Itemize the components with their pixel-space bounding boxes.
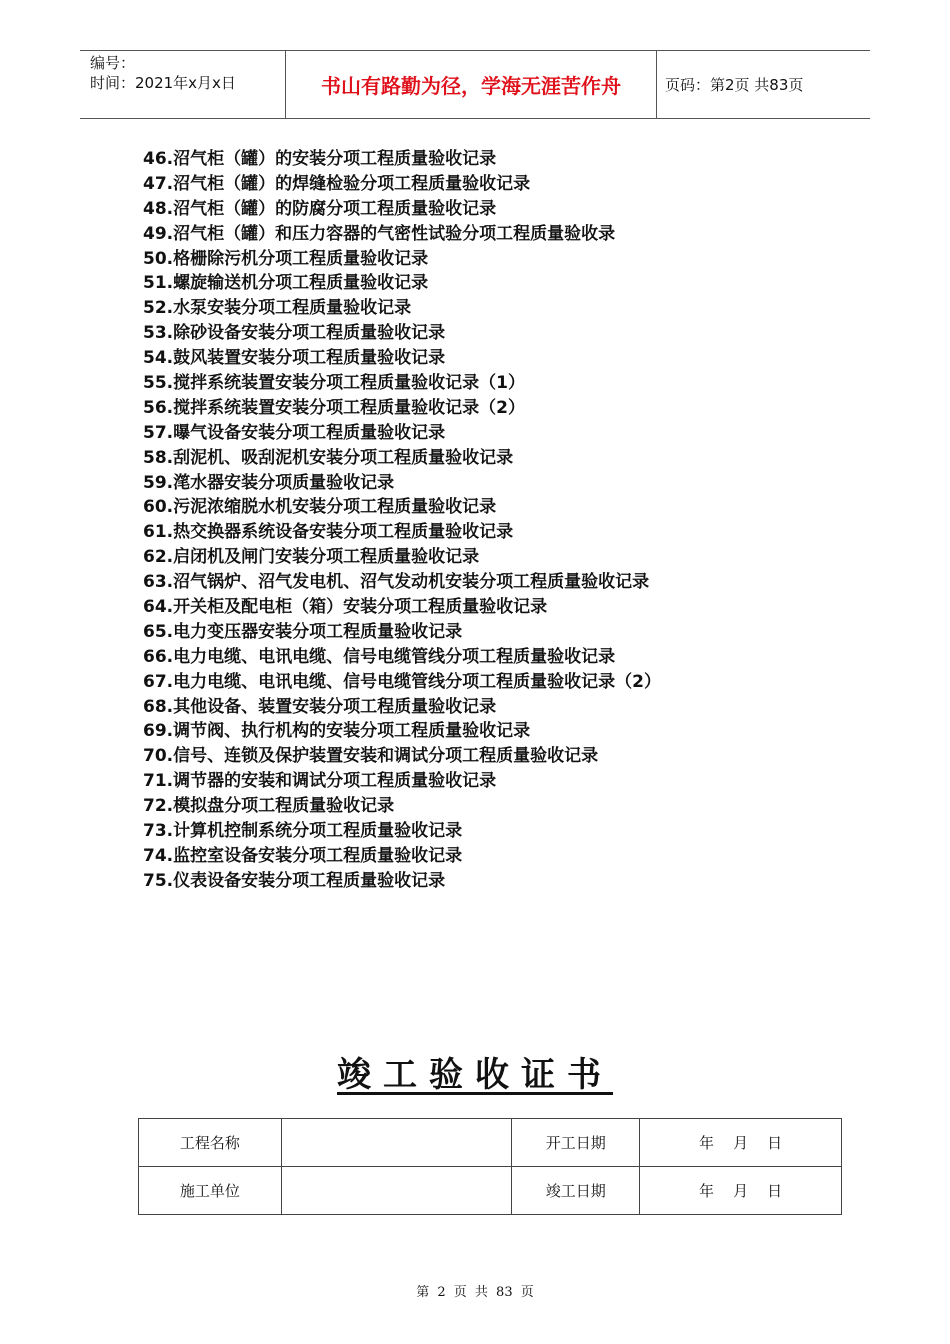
header-motto: 书山有路勤为径，学海无涯苦作舟 — [286, 51, 657, 118]
toc-item: 59.滗水器安装分项质量验收记录 — [143, 472, 395, 493]
start-date-label: 开工日期 — [512, 1119, 640, 1167]
toc-item: 69.调节阀、执行机构的安装分项工程质量验收记录 — [143, 721, 531, 742]
toc-item: 56.搅拌系统装置安装分项工程质量验收记录（2） — [143, 397, 525, 418]
toc-item: 57.曝气设备安装分项工程质量验收记录 — [143, 422, 446, 443]
table-row — [139, 1167, 842, 1215]
toc-item: 64.开关柜及配电柜（箱）安装分项工程质量验收记录 — [143, 597, 548, 618]
header-page-info: 页码：第2页 共83页 — [665, 76, 804, 94]
toc-item: 47.沼气柜（罐）的焊缝检验分项工程质量验收记录 — [143, 173, 531, 194]
certificate-table — [138, 1118, 842, 1215]
toc-item: 72.模拟盘分项工程质量验收记录 — [143, 796, 395, 817]
toc-item: 46.沼气柜（罐）的安装分项工程质量验收记录 — [143, 149, 497, 169]
certificate-title — [0, 1047, 950, 1096]
time-label: 时间：2021年x月x日 — [90, 74, 236, 92]
toc-item: 52.水泵安装分项工程质量验收记录 — [143, 298, 412, 319]
toc-item: 55.搅拌系统装置安装分项工程质量验收记录（1） — [143, 373, 525, 394]
toc-item: 68.其他设备、装置安装分项工程质量验收记录 — [143, 696, 497, 717]
completion-date-value: 年 月 日 — [640, 1167, 842, 1215]
toc-item: 61.热交换器系统设备安装分项工程质量验收记录 — [143, 522, 514, 543]
toc-item: 66.电力电缆、电讯电缆、信号电缆管线分项工程质量验收记录 — [143, 646, 616, 667]
toc-item: 65.电力变压器安装分项工程质量验收记录 — [143, 621, 463, 642]
toc-item: 71.调节器的安装和调试分项工程质量验收记录 — [143, 771, 497, 792]
toc-item: 67.电力电缆、电讯电缆、信号电缆管线分项工程质量验收记录（2） — [143, 671, 661, 692]
completion-date-label: 竣工日期 — [512, 1167, 640, 1215]
start-date-value: 年 月 日 — [640, 1119, 842, 1167]
toc-item: 63.沼气锅炉、沼气发电机、沼气发动机安装分项工程质量验收记录 — [143, 572, 650, 593]
page-footer: 第 2 页 共 83 页 — [416, 1285, 534, 1300]
page-header — [80, 50, 870, 119]
toc-item: 54.鼓风装置安装分项工程质量验收记录 — [143, 348, 446, 369]
toc-item: 58.刮泥机、吸刮泥机安装分项工程质量验收记录 — [143, 447, 514, 468]
toc-item: 60.污泥浓缩脱水机安装分项工程质量验收记录 — [143, 497, 497, 518]
toc-item: 75.仪表设备安装分项工程质量验收记录 — [143, 870, 446, 891]
toc-item: 50.格栅除污机分项工程质量验收记录 — [143, 248, 429, 269]
project-name-label: 工程名称 — [139, 1119, 282, 1167]
toc-item: 53.除砂设备安装分项工程质量验收记录 — [143, 323, 446, 344]
toc-item: 49.沼气柜（罐）和压力容器的气密性试验分项工程质量验收录 — [143, 223, 616, 244]
toc-list — [143, 147, 661, 894]
serial-label: 编号： — [90, 54, 136, 72]
project-name-value — [281, 1119, 512, 1167]
contractor-value — [281, 1167, 512, 1215]
certificate-title-text: 竣工验收证书 — [337, 1055, 613, 1095]
toc-item: 74.监控室设备安装分项工程质量验收记录 — [143, 845, 463, 866]
toc-item: 48.沼气柜（罐）的防腐分项工程质量验收记录 — [143, 198, 497, 219]
contractor-label: 施工单位 — [139, 1167, 282, 1215]
toc-item: 62.启闭机及闸门安装分项工程质量验收记录 — [143, 547, 480, 568]
header-meta — [80, 51, 286, 118]
toc-item: 51.螺旋输送机分项工程质量验收记录 — [143, 273, 429, 294]
toc-item: 70.信号、连锁及保护装置安装和调试分项工程质量验收记录 — [143, 746, 599, 767]
table-row — [139, 1119, 842, 1167]
toc-item: 73.计算机控制系统分项工程质量验收记录 — [143, 821, 463, 842]
